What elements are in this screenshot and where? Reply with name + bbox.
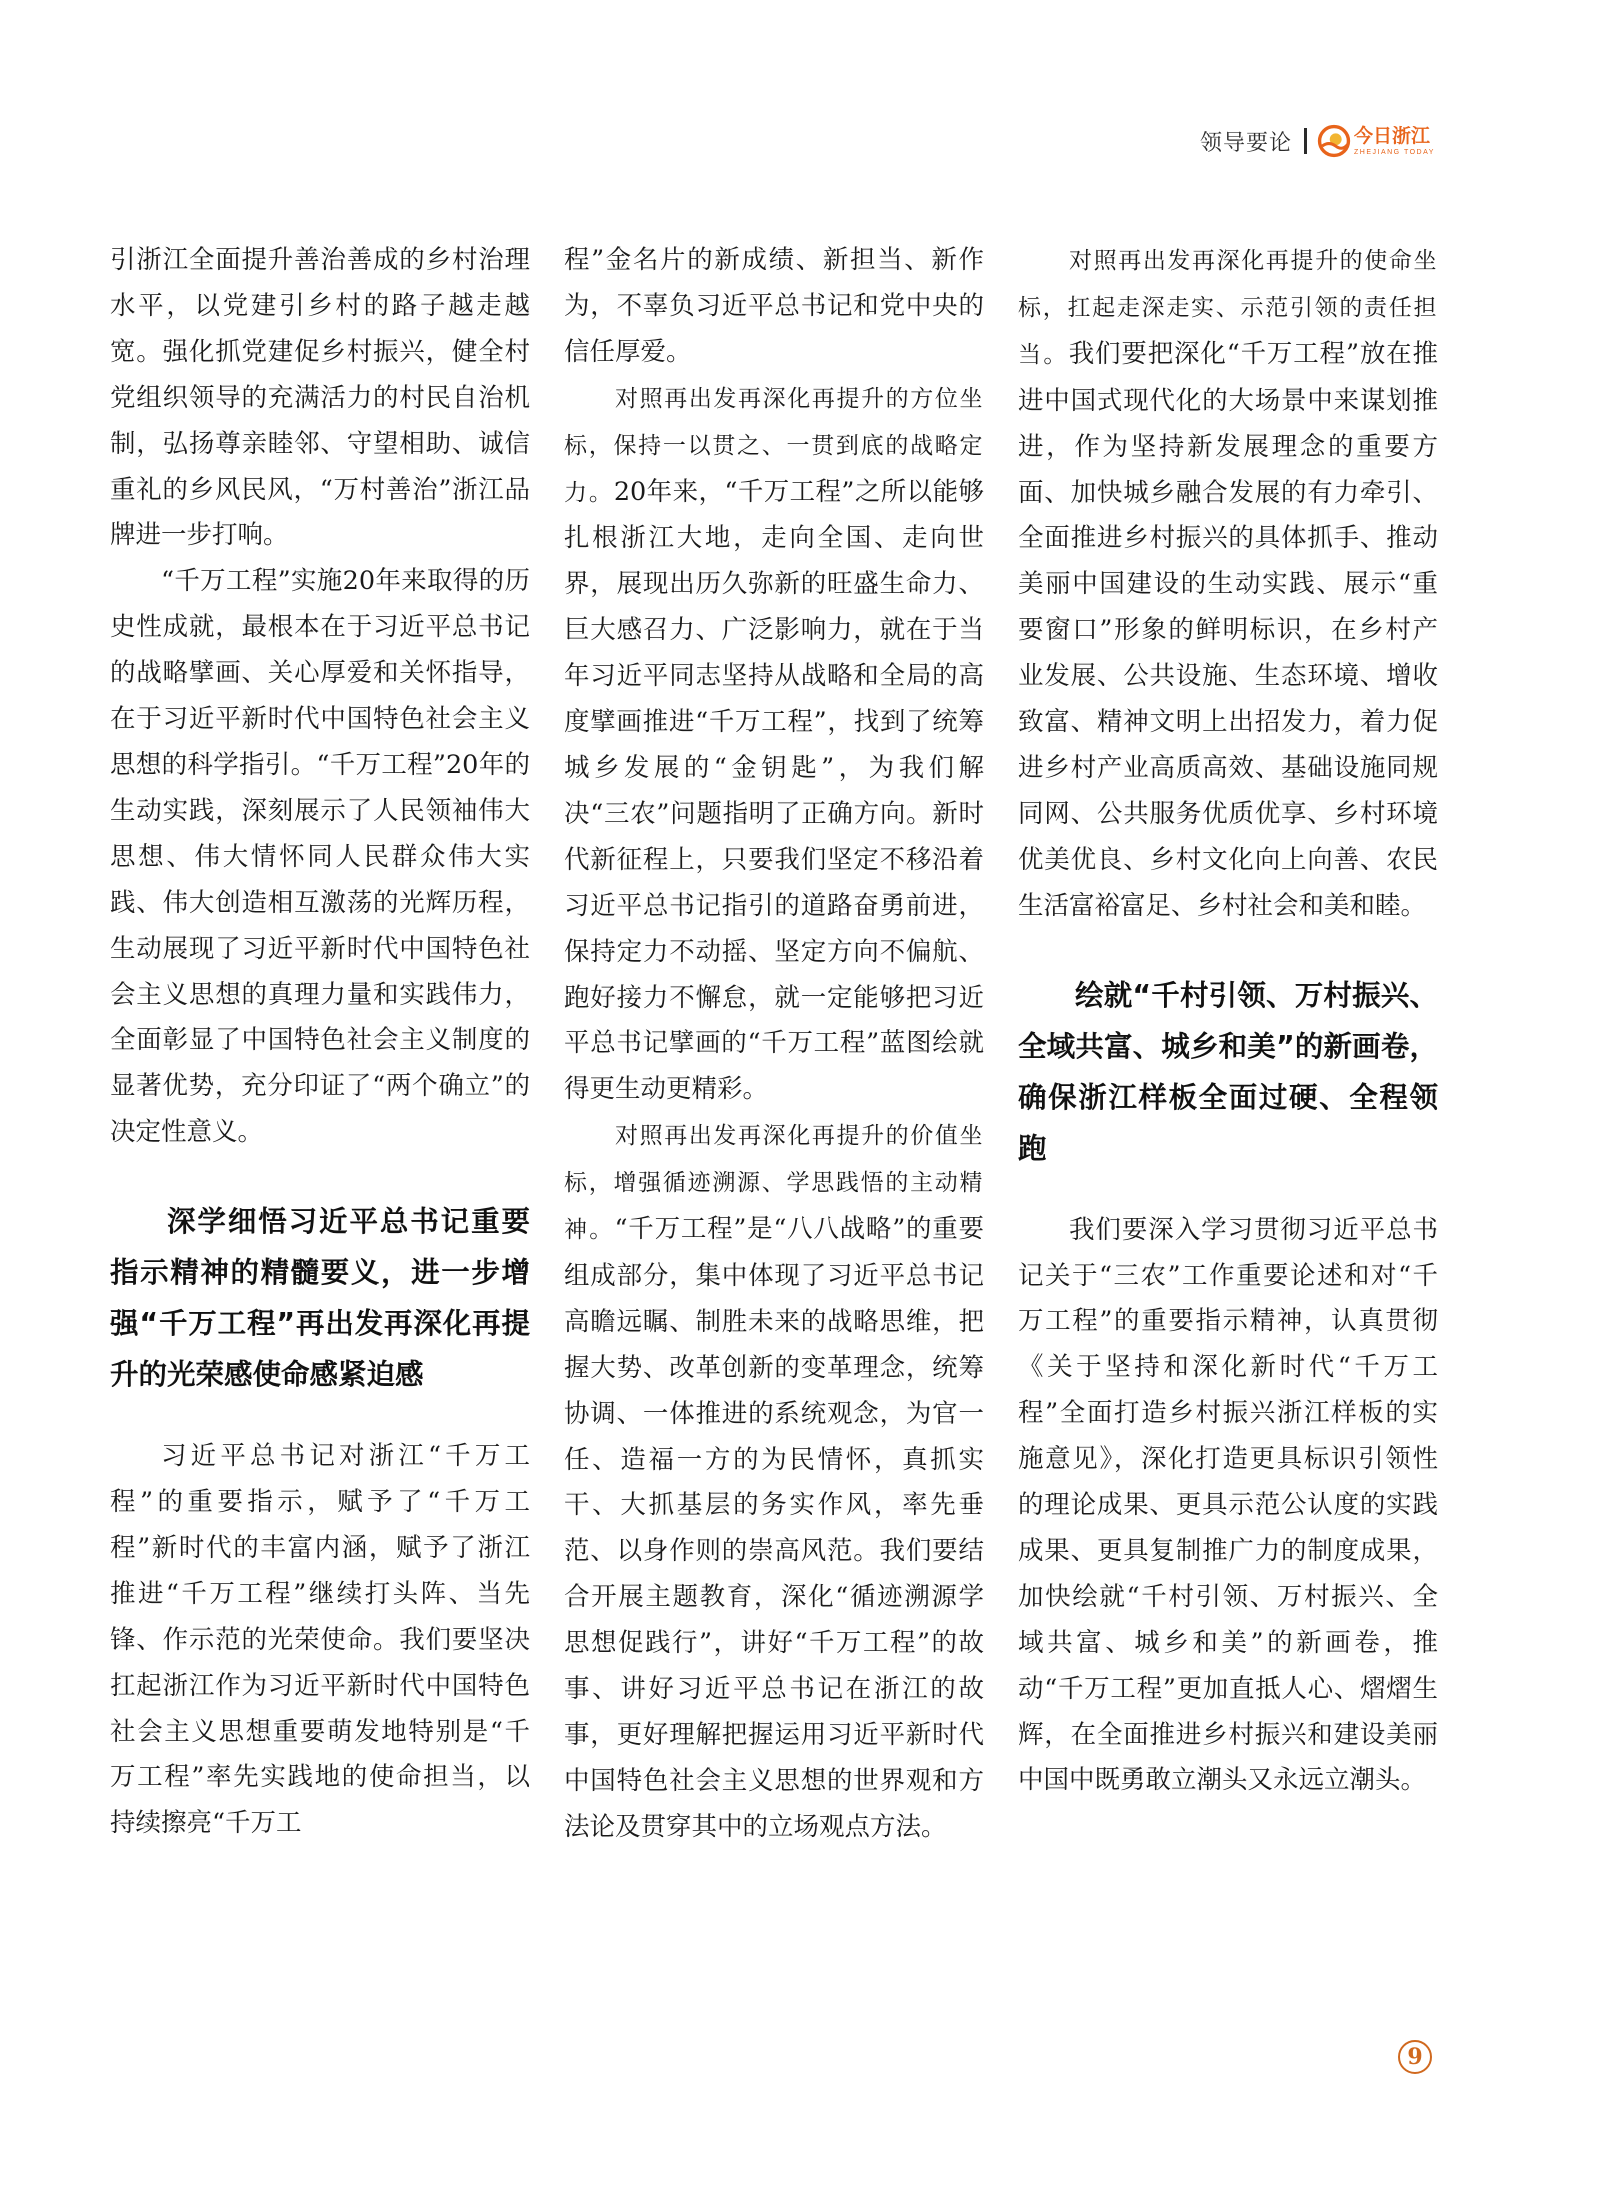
paragraph-body: 20年来，“千万工程”之所以能够扎根浙江大地，走向全国、走向世界，展现出历久弥新的旺盛生命力、巨大感召力、广泛影响力，就在于当年习近平同志坚持从战略和全局的高度擘画推进“千万工程”，找到了统筹城乡发展的“金钥匙”，为我们解决“三农”问题指明了正确方向。新时代新征程上，只要我们坚定不移沿着习近平总书记指引的道路奋勇前进，保持定力不动摇、坚定方向不偏航、跑好接力不懈怠，就一定能够把习近平总书记擘画的“千万工程”蓝图绘就得更生动更精彩。	[564, 476, 984, 1105]
paragraph: 习近平总书记对浙江“千万工程”的重要指示，赋予了“千万工程”新时代的丰富内涵，赋予了浙江推进“千万工程”继续打头阵、当先锋、作示范的光荣使命。我们要坚决扛起浙江作为习近平新时代中国特色社会主义思想重要萌发地特别是“千万工程”率先实践地的使命担当，以持续擦亮“千万工	[110, 1441, 530, 1839]
kai-lead-text: 对照再出发再深化再提升的使命坐标，扛起走深走实、示范引领的责任担当。	[1018, 248, 1438, 368]
section-heading: 绘就“千村引领、万村振兴、全域共富、城乡和美”的新画卷，确保浙江样板全面过硬、全程领跑	[1018, 978, 1438, 1165]
section-heading: 深学细悟习近平总书记重要指示精神的精髓要义，进一步增强“千万工程”再出发再深化再提升的光荣感使命感紧迫感	[110, 1205, 530, 1392]
paragraph-with-kai-lead	[1018, 238, 1438, 930]
paragraph: 程”金名片的新成绩、新担当、新作为，不辜负习近平总书记和党中央的信任厚爱。	[564, 245, 984, 367]
page-number: 9	[1398, 2040, 1432, 2074]
column-middle	[564, 238, 984, 1851]
paragraph: “千万工程”实施20年来取得的历史性成就，最根本在于习近平总书记的战略擘画、关心厚爱和关怀指导，在于习近平新时代中国特色社会主义思想的科学指引。“千万工程”20年的生动实践，深刻展示了人民领袖伟大思想、伟大情怀同人民群众伟大实践、伟大创造相互激荡的光辉历程，生动展现了习近平新时代中国特色社会主义思想的真理力量和实践伟力，全面彰显了中国特色社会主义制度的显著优势，充分印证了“两个确立”的决定性意义。	[110, 566, 530, 1148]
header-divider	[1304, 128, 1307, 154]
kai-lead-text: 对照再出发再深化再提升的方位坐标，保持一以贯之、一贯到底的战略定力。	[564, 385, 984, 506]
sun-wave-logo-icon	[1317, 124, 1351, 158]
page-header	[1200, 118, 1450, 164]
kai-lead-text: 对照再出发再深化再提升的价值坐标，增强循迹溯源、学思践悟的主动精神。	[564, 1123, 984, 1244]
paragraph-body: “千万工程”是“八八战略”的重要组成部分，集中体现了习近平总书记高瞻远瞩、制胜未来的战略思维，把握大势、改革创新的变革理念，统筹协调、一体推进的系统观念，为官一任、造福一方的为民情怀，真抓实干、大抓基层的务实作风，率先垂范、以身作则的崇高风范。我们要结合开展主题教育，深化“循迹溯源学思想促践行”，讲好“千万工程”的故事、讲好习近平总书记在浙江的故事，更好理解把握运用习近平新时代中国特色社会主义思想的世界观和方法论及贯穿其中的立场观点方法。	[564, 1214, 984, 1842]
paragraph-with-kai-lead	[564, 1113, 984, 1851]
paragraph-with-kai-lead	[564, 376, 984, 1114]
paragraph: 我们要深入学习贯彻习近平总书记关于“三农”工作重要论述和对“千万工程”的重要指示精神，认真贯彻《关于坚持和深化新时代“千万工程”全面打造乡村振兴浙江样板的实施意见》，深化打造更具标识引领性的理论成果、更具示范公认度的实践成果、更具复制推广力的制度成果，加快绘就“千村引领、万村振兴、全域共富、城乡和美”的新画卷，推动“千万工程”更加直抵人心、熠熠生辉，在全面推进乡村振兴和建设美丽中国中既勇敢立潮头又永远立潮头。	[1018, 1214, 1438, 1796]
logo-chinese-text: 今日浙江	[1354, 124, 1431, 147]
column-right	[1018, 238, 1438, 1804]
column-left	[110, 238, 530, 1847]
logo-english-text: ZHEJIANG TODAY	[1354, 148, 1435, 156]
zhejiang-today-logo	[1317, 124, 1435, 158]
paragraph: 引浙江全面提升善治善成的乡村治理水平，以党建引乡村的路子越走越宽。强化抓党建促乡村振兴，健全村党组织领导的充满活力的村民自治机制，弘扬尊亲睦邻、守望相助、诚信重礼的乡风民风，“万村善治”浙江品牌进一步打响。	[110, 245, 530, 551]
paragraph-body: 我们要把深化“千万工程”放在推进中国式现代化的大场景中来谋划推进，作为坚持新发展理念的重要方面、加快城乡融合发展的有力牵引、全面推进乡村振兴的具体抓手、推动美丽中国建设的生动实践、展示“重要窗口”形象的鲜明标识，在乡村产业发展、公共设施、生态环境、增收致富、精神文明上出招发力，着力促进乡村产业高质高效、基础设施同规同网、公共服务优质优享、乡村环境优美优良、乡村文化向上向善、农民生活富裕富足、乡村社会和美和睦。	[1018, 338, 1439, 921]
section-name: 领导要论	[1200, 130, 1293, 156]
